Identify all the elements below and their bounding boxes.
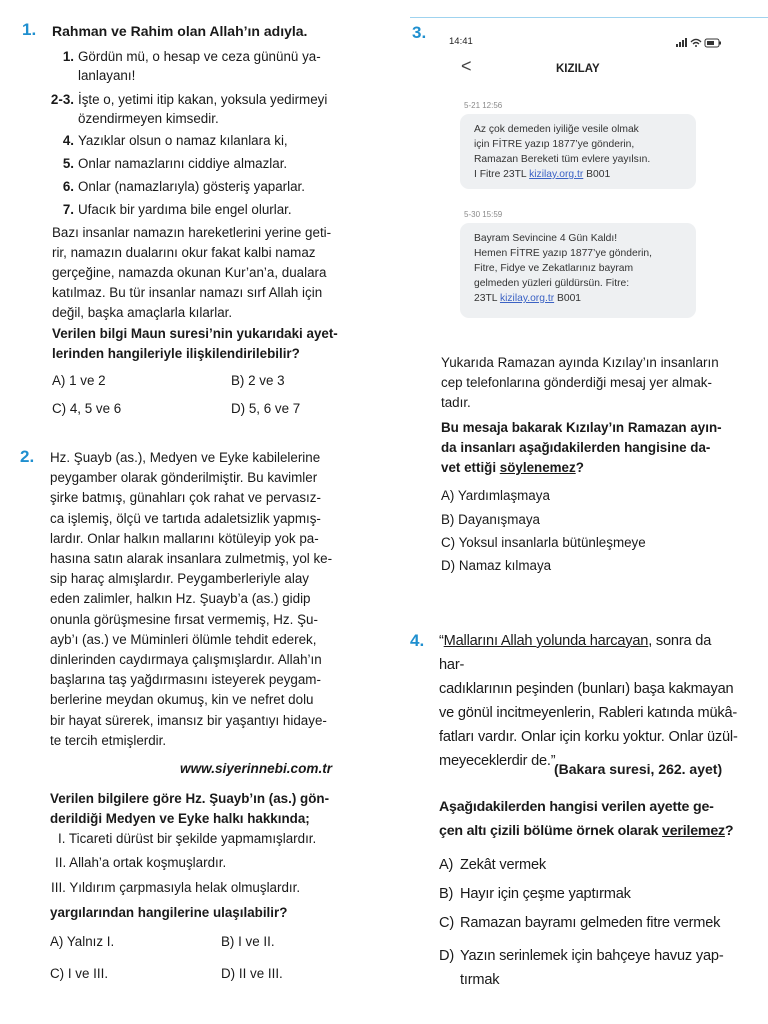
- question-3-option-a[interactable]: A) Yardımlaşmaya: [441, 488, 550, 503]
- question-4-prompt: Aşağıdakilerden hangisi verilen ayette ge- çen altı çizili bölüme örnek olarak verilemez?: [439, 799, 734, 839]
- question-2-prompt-end: yargılarından hangilerine ulaşılabilir?: [50, 905, 288, 920]
- phone-screenshot: [444, 33, 744, 333]
- question-2-option-b[interactable]: B) I ve II.: [221, 934, 275, 949]
- question-4-number: 4.: [410, 631, 425, 650]
- verse-2-3: 2-3. İşte o, yetimi itip kakan, yoksula yedirmeyi özendirmeyen kimsedir.: [50, 92, 328, 126]
- statement-3: III. Yıldırım çarpmasıyla helak olmuşlardır.: [51, 880, 301, 895]
- question-4-option-c[interactable]: C) Ramazan bayramı gelmeden fitre vermek: [439, 915, 721, 931]
- question-2-prompt: Verilen bilgilere göre Hz. Şuayb’ın (as.) gön- derildiği Medyen ve Eyke halkı hakkında;: [50, 791, 330, 826]
- question-1-option-b[interactable]: B) 2 ve 3: [231, 373, 285, 388]
- question-2-source: www.siyerinnebi.com.tr: [180, 761, 333, 776]
- question-1-info: Bazı insanlar namazın hareketlerini yerine geti- rir, namazın dualarını okur fakat kalbi namaz gerçeğine, namazda okunan Kur’an’a, dualara katılmaz. Bu tür insanlar namazı sırf Allah için değil, başka amaçlarla kılarlar.: [52, 225, 332, 320]
- underlined-keyword: verilemez: [662, 823, 725, 839]
- verse-reference: (Bakara suresi, 262. ayet): [554, 761, 723, 777]
- question-1-option-d[interactable]: D) 5, 6 ve 7: [231, 401, 301, 416]
- question-3-option-d[interactable]: D) Namaz kılmaya: [441, 558, 552, 573]
- message-1-timestamp: 5-21 12:56: [464, 101, 503, 110]
- message-1-bubble: Az çok demeden iyiliğe vesile olmak için FİTRE yazıp 1877’ye gönderin, Ramazan Bereketi tüm evlere yayılsın. I Fitre 23TL kizilay.org.tr B001: [460, 114, 696, 189]
- verse-7: 7. Ufacık bir yardıma bile engel olurlar.: [62, 202, 292, 217]
- verse-5: 5. Onlar namazlarını ciddiye almazlar.: [62, 156, 288, 171]
- question-3-option-b[interactable]: B) Dayanışmaya: [441, 512, 540, 527]
- question-2-text: Hz. Şuayb (as.), Medyen ve Eyke kabilelerine peygamber olarak gönderilmiştir. Bu kavimler şirke batmış, günahları çok rahat ve pervasız- ca işlemiş, ölçü ve tartıda adaletsizlik yapmış- lardır. Onlar halkın mallarını kötüleyip yok pa- hasına satın alarak insanlara zulmetmiş, yol ke- sip haraç almışlardır. Peygamberleriyle alay eden zalimler, halkın Hz. Şuayb’a (as.) gidip onunla görüşmesine fırsat vermemiş, Hz. Şu- ayb’ı (as.) ve Müminleri ölümle tehdit ederek, dinlerinden caydırmaya çalışmışlardır. Allah’ın başlarına taş yağdırmasını isteyerek peygam- berlerine meydan okumuş, kin ve nefret dolu bir hayat sürerek, imansız bir yaşantıyı hidaye- te tercih etmişlerdir.: [50, 450, 333, 748]
- question-2-number: 2.: [20, 447, 35, 466]
- question-2-option-d[interactable]: D) II ve III.: [221, 966, 283, 981]
- quote-underlined-part: Mallarını Allah yolunda harcayan: [443, 633, 649, 649]
- question-1-title: Rahman ve Rahim olan Allah’ın adıyla.: [52, 23, 308, 39]
- message-2-bubble: Bayram Sevincine 4 Gün Kaldı! Hemen FİTRE yazıp 1877’ye gönderin, Fitre, Fidye ve Zekatlarınız bayram gelmeden yüzleri güldürsün. Fitre: 23TL kizilay.org.tr B001: [460, 223, 696, 318]
- question-2-option-c[interactable]: C) I ve III.: [50, 966, 109, 981]
- question-4-option-a[interactable]: A) Zekât vermek: [439, 857, 546, 873]
- contact-name: KIZILAY: [556, 63, 600, 75]
- back-icon[interactable]: <: [461, 56, 472, 76]
- question-2-option-a[interactable]: A) Yalnız I.: [50, 934, 115, 949]
- question-1-number: 1.: [22, 20, 37, 39]
- question-1-option-c[interactable]: C) 4, 5 ve 6: [52, 401, 122, 416]
- question-1-prompt: Verilen bilgi Maun suresi’nin yukarıdaki ayet- lerinden hangileriyle ilişkilendirilebilir?: [52, 326, 338, 361]
- question-3-prompt: Bu mesaja bakarak Kızılay’ın Ramazan ayın- da insanları aşağıdakilerden hangisine da- vet ettiği söylenemez?: [441, 420, 722, 475]
- question-3-text: Yukarıda Ramazan ayında Kızılay’ın insanların cep telefonlarına gönderdiği mesaj yer almak- tadır.: [441, 355, 719, 410]
- underlined-keyword: söylenemez: [499, 460, 576, 475]
- status-time: 14:41: [449, 36, 473, 47]
- statement-2: II. Allah’a ortak koşmuşlardır.: [55, 855, 227, 870]
- top-divider: [410, 17, 768, 18]
- question-3-number: 3.: [412, 23, 427, 42]
- verse-1: 1. Gördün mü, o hesap ve ceza gününü ya- lanlayanı!: [62, 49, 321, 83]
- status-icons: [676, 35, 722, 47]
- message-2-timestamp: 5-30 15:59: [464, 210, 503, 219]
- question-4-option-b[interactable]: B) Hayır için çeşme yaptırmak: [439, 886, 631, 902]
- verse-6: 6. Onlar (namazlarıyla) gösteriş yaparlar.: [62, 179, 305, 194]
- question-4-quote: “Mallarını Allah yolunda harcayan, sonra da har- cadıklarının peşinden (bunları) başa kakmayan ve gönül incitmeyenlerin, Rableri katında mükâ- fatları vardır. Onlar için korku yoktur. Onlar üzül- meyeceklerdir de.”: [439, 633, 738, 769]
- question-4-option-d[interactable]: D) Yazın serinlemek için bahçeye havuz yap- tırmak: [439, 948, 724, 988]
- signal-wifi-battery-icon: [676, 36, 722, 48]
- verse-4: 4. Yazıklar olsun o namaz kılanlara ki,: [62, 133, 288, 148]
- message-1-link[interactable]: kizilay.org.tr: [529, 169, 584, 180]
- message-2-link[interactable]: kizilay.org.tr: [499, 293, 555, 304]
- question-3-option-c[interactable]: C) Yoksul insanlarla bütünleşmeye: [441, 535, 646, 550]
- statement-1: I. Ticareti dürüst bir şekilde yapmamışlardır.: [58, 831, 317, 846]
- question-1-option-a[interactable]: A) 1 ve 2: [52, 373, 106, 388]
